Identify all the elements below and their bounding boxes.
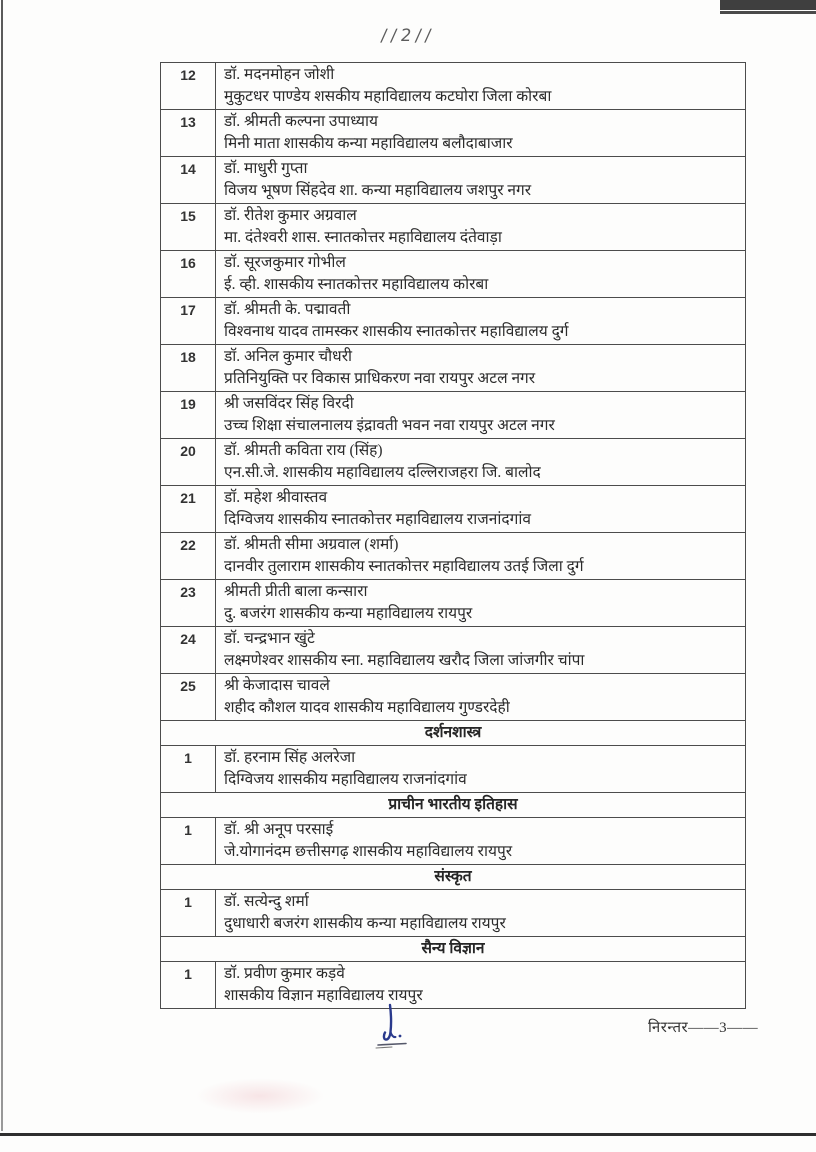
entry-number: 23	[161, 580, 216, 627]
signature-icon	[366, 1001, 418, 1059]
person-name: डॉ. श्रीमती के. पद्मावती	[224, 301, 351, 318]
entry-number: 17	[161, 298, 216, 345]
entry-details	[216, 392, 746, 439]
entry-number: 12	[161, 63, 216, 110]
table-row	[161, 818, 746, 865]
scan-artifact-pink-smudge	[195, 1078, 325, 1114]
person-name: डॉ. चन्द्रभान खुंटे	[224, 630, 315, 647]
signature	[366, 1001, 418, 1064]
college-name: दिग्विजय शासकीय महाविद्यालय राजनांदगांव	[224, 770, 467, 788]
table-row	[161, 298, 746, 345]
person-name: डॉ. प्रवीण कुमार कड़वे	[224, 965, 345, 982]
college-name: शासकीय विज्ञान महाविद्यालय रायपुर	[224, 986, 423, 1004]
page-number: //2//	[379, 26, 437, 46]
table-row	[161, 345, 746, 392]
college-name: दुधाधारी बजरंग शासकीय कन्या महाविद्यालय रायपुर	[224, 914, 506, 932]
person-name: डॉ. सत्येन्दु शर्मा	[224, 893, 309, 910]
person-name: डॉ. श्रीमती कविता राय (सिंह)	[224, 442, 383, 459]
subject-section-header: प्राचीन भारतीय इतिहास	[161, 793, 746, 818]
person-name: डॉ. माधुरी गुप्ता	[224, 160, 308, 177]
entry-details	[216, 63, 746, 110]
college-name: मुकुटधर पाण्डेय शसकीय महाविद्यालय कटघोरा जिला कोरबा	[224, 87, 552, 105]
entry-details	[216, 627, 746, 674]
scan-artifact-top-bar	[720, 0, 816, 10]
college-name: ई. व्ही. शासकीय स्नातकोत्तर महाविद्यालय कोरबा	[224, 275, 489, 293]
faculty-table-body	[161, 63, 746, 1009]
entry-details	[216, 439, 746, 486]
subject-section-header: दर्शनशास्त्र	[161, 721, 746, 746]
scan-artifact-bottom-line	[0, 1133, 816, 1136]
entry-number: 25	[161, 674, 216, 721]
college-name: जे.योगानंदम छत्तीसगढ़ शासकीय महाविद्यालय रायपुर	[224, 842, 513, 860]
college-name: प्रतिनियुक्ति पर विकास प्राधिकरण नवा रायपुर अटल नगर	[224, 369, 536, 387]
person-name: डॉ. हरनाम सिंह अलरेजा	[224, 749, 356, 766]
subject-section-header: संस्कृत	[161, 865, 746, 890]
person-name: डॉ. सूरजकुमार गोभील	[224, 254, 346, 271]
person-name: डॉ. श्रीमती कल्पना उपाध्याय	[224, 113, 379, 130]
person-name: डॉ. श्री अनूप परसाई	[224, 821, 334, 838]
entry-number: 19	[161, 392, 216, 439]
person-name: डॉ. अनिल कुमार चौधरी	[224, 348, 353, 365]
entry-number: 18	[161, 345, 216, 392]
entry-details	[216, 580, 746, 627]
table-row	[161, 204, 746, 251]
table-row	[161, 627, 746, 674]
scan-artifact-left-edge	[1, 0, 3, 1131]
entry-number: 1	[161, 818, 216, 865]
table-row	[161, 157, 746, 204]
college-name: विश्वनाथ यादव तामस्कर शासकीय स्नातकोत्तर महाविद्यालय दुर्ग	[224, 322, 569, 340]
continuation-note: निरन्तर——3——	[648, 1020, 759, 1036]
entry-number: 1	[161, 962, 216, 1009]
entry-details	[216, 345, 746, 392]
entry-number: 1	[161, 890, 216, 937]
table-row	[161, 63, 746, 110]
table-row	[161, 439, 746, 486]
table-row	[161, 674, 746, 721]
college-name: दु. बजरंग शासकीय कन्या महाविद्यालय रायपुर	[224, 604, 473, 622]
entry-details	[216, 533, 746, 580]
college-name: एन.सी.जे. शासकीय महाविद्यालय दल्लिराजहरा जि. बालोद	[224, 463, 541, 481]
person-name: डॉ. मदनमोहन जोशी	[224, 66, 335, 83]
entry-number: 24	[161, 627, 216, 674]
table-row	[161, 746, 746, 793]
entry-details	[216, 298, 746, 345]
faculty-table	[160, 62, 746, 1009]
college-name: मा. दंतेश्वरी शास. स्नातकोत्तर महाविद्यालय दंतेवाड़ा	[224, 228, 502, 246]
person-name: डॉ. रीतेश कुमार अग्रवाल	[224, 207, 357, 224]
college-name: लक्ष्मणेश्वर शासकीय स्ना. महाविद्यालय खरौद जिला जांजगीर चांपा	[224, 651, 585, 669]
subject-section-row	[161, 865, 746, 890]
person-name: श्रीमती प्रीती बाला कन्सारा	[224, 583, 368, 600]
entry-details	[216, 746, 746, 793]
entry-details	[216, 890, 746, 937]
entry-number: 20	[161, 439, 216, 486]
table-row	[161, 486, 746, 533]
entry-details	[216, 204, 746, 251]
subject-section-row	[161, 721, 746, 746]
entry-details	[216, 674, 746, 721]
person-name: श्री जसविंदर सिंह विरदी	[224, 395, 354, 412]
table-row	[161, 110, 746, 157]
subject-section-header: सैन्य विज्ञान	[161, 937, 746, 962]
person-name: डॉ. महेश श्रीवास्तव	[224, 489, 328, 506]
entry-number: 22	[161, 533, 216, 580]
college-name: उच्च शिक्षा संचालनालय इंद्रावती भवन नवा रायपुर अटल नगर	[224, 416, 555, 434]
scan-artifact-top-line	[720, 11, 816, 14]
subject-section-row	[161, 793, 746, 818]
table-row	[161, 890, 746, 937]
college-name: दिग्विजय शासकीय स्नातकोत्तर महाविद्यालय राजनांदगांव	[224, 510, 531, 528]
person-name: श्री केजादास चावले	[224, 677, 330, 694]
entry-details	[216, 486, 746, 533]
subject-section-row	[161, 937, 746, 962]
entry-number: 16	[161, 251, 216, 298]
table-row	[161, 533, 746, 580]
table-row	[161, 251, 746, 298]
entry-number: 14	[161, 157, 216, 204]
entry-number: 21	[161, 486, 216, 533]
entry-number: 15	[161, 204, 216, 251]
entry-details	[216, 818, 746, 865]
entry-details	[216, 110, 746, 157]
entry-details	[216, 251, 746, 298]
page-footer	[0, 995, 816, 1065]
person-name: डॉ. श्रीमती सीमा अग्रवाल (शर्मा)	[224, 536, 399, 553]
entry-number: 13	[161, 110, 216, 157]
college-name: शहीद कौशल यादव शासकीय महाविद्यालय गुण्डरदेही	[224, 698, 510, 716]
entry-number: 1	[161, 746, 216, 793]
table-row	[161, 392, 746, 439]
college-name: विजय भूषण सिंहदेव शा. कन्या महाविद्यालय जशपुर नगर	[224, 181, 532, 199]
entry-details	[216, 157, 746, 204]
college-name: दानवीर तुलाराम शासकीय स्नातकोत्तर महाविद्यालय उतई जिला दुर्ग	[224, 557, 584, 575]
college-name: मिनी माता शासकीय कन्या महाविद्यालय बलौदाबाजार	[224, 134, 513, 152]
table-row	[161, 580, 746, 627]
